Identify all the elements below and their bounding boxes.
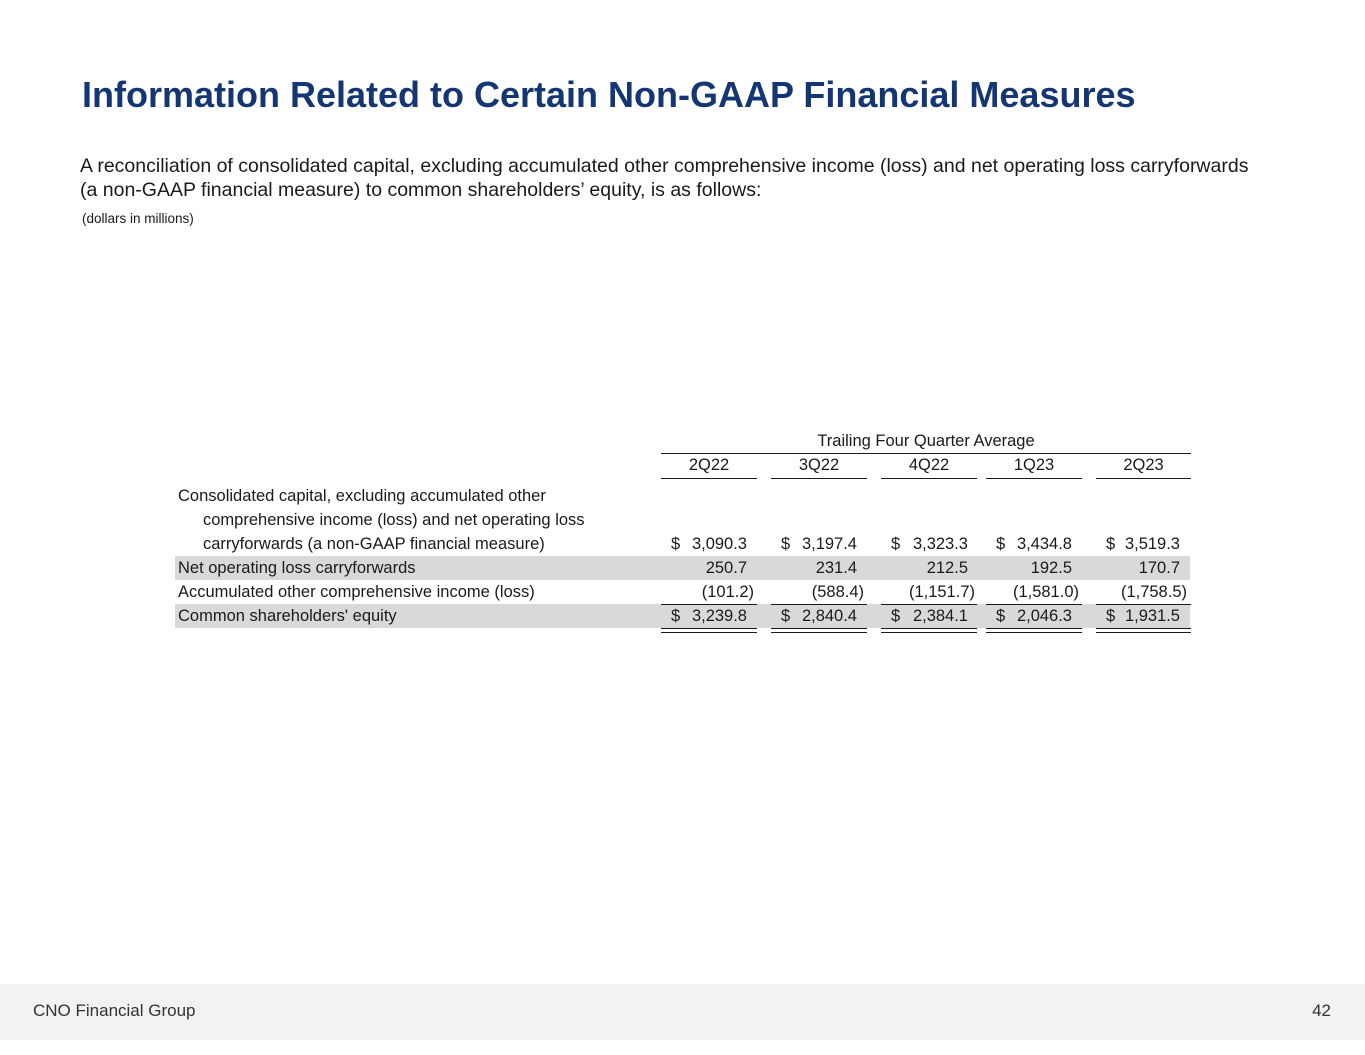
- page-title: Information Related to Certain Non-GAAP Financial Measures: [82, 74, 1136, 115]
- subtotal-rule: [771, 604, 867, 605]
- currency-symbol: $: [1106, 607, 1116, 625]
- column-header-3q22: 3Q22: [798, 456, 840, 474]
- column-rule: [661, 478, 757, 479]
- total-double-rule: [881, 628, 977, 633]
- currency-symbol: $: [891, 535, 901, 553]
- subtotal-rule: [881, 604, 977, 605]
- currency-symbol: $: [671, 607, 681, 625]
- currency-symbol: $: [996, 535, 1006, 553]
- column-header-2q22: 2Q22: [688, 456, 730, 474]
- value-aoci-2q22: (101.2): [701, 583, 754, 601]
- value-nol-3q22: 231.4: [815, 559, 857, 577]
- currency-symbol: $: [781, 535, 791, 553]
- value-consolidated-capital-2q22: 3,090.3: [691, 535, 747, 553]
- column-rule: [771, 478, 867, 479]
- row-label-consolidated-capital-line2: comprehensive income (loss) and net operating loss: [203, 511, 585, 529]
- row-label-consolidated-capital-line1: Consolidated capital, excluding accumulated other: [178, 487, 546, 505]
- row-label-nol-carryforwards: Net operating loss carryforwards: [178, 559, 416, 577]
- value-nol-2q23: 170.7: [1138, 559, 1180, 577]
- value-aoci-3q22: (588.4): [811, 583, 864, 601]
- subtotal-rule: [986, 604, 1082, 605]
- currency-symbol: $: [996, 607, 1006, 625]
- total-double-rule: [986, 628, 1082, 633]
- value-aoci-4q22: (1,151.7): [908, 583, 975, 601]
- value-aoci-1q23: (1,581.0): [1012, 583, 1079, 601]
- value-common-equity-3q22: 2,840.4: [801, 607, 857, 625]
- value-nol-4q22: 212.5: [926, 559, 968, 577]
- row-label-aoci: Accumulated other comprehensive income (loss): [178, 583, 535, 601]
- column-rule: [1096, 478, 1191, 479]
- subtotal-rule: [661, 604, 757, 605]
- value-consolidated-capital-2q23: 3,519.3: [1124, 535, 1180, 553]
- currency-symbol: $: [781, 607, 791, 625]
- total-double-rule: [661, 628, 757, 633]
- total-double-rule: [1096, 628, 1191, 633]
- column-header-1q23: 1Q23: [1013, 456, 1055, 474]
- column-rule: [986, 478, 1082, 479]
- group-header: Trailing Four Quarter Average: [817, 432, 1035, 450]
- group-header-rule: [661, 453, 1191, 454]
- column-header-4q22: 4Q22: [908, 456, 950, 474]
- value-nol-2q22: 250.7: [705, 559, 747, 577]
- value-consolidated-capital-1q23: 3,434.8: [1016, 535, 1072, 553]
- total-double-rule: [771, 628, 867, 633]
- value-consolidated-capital-3q22: 3,197.4: [801, 535, 857, 553]
- page-number: 42: [1312, 1001, 1331, 1020]
- value-nol-1q23: 192.5: [1030, 559, 1072, 577]
- column-header-2q23: 2Q23: [1123, 456, 1164, 474]
- value-consolidated-capital-4q22: 3,323.3: [912, 535, 968, 553]
- value-aoci-2q23: (1,758.5): [1120, 583, 1187, 601]
- value-common-equity-1q23: 2,046.3: [1016, 607, 1072, 625]
- currency-symbol: $: [1106, 535, 1116, 553]
- currency-symbol: $: [891, 607, 901, 625]
- value-common-equity-2q22: 3,239.8: [691, 607, 747, 625]
- value-common-equity-2q23: 1,931.5: [1124, 607, 1180, 625]
- row-label-common-equity: Common shareholders' equity: [178, 607, 397, 625]
- column-rule: [881, 478, 977, 479]
- row-label-consolidated-capital-line3: carryforwards (a non-GAAP financial measure): [203, 535, 545, 553]
- subtotal-rule: [1096, 604, 1191, 605]
- currency-symbol: $: [671, 535, 681, 553]
- value-common-equity-4q22: 2,384.1: [912, 607, 968, 625]
- footer-company-name: CNO Financial Group: [33, 1001, 196, 1020]
- intro-paragraph: A reconciliation of consolidated capital, excluding accumulated other comprehensive income (loss) and net operating loss carryforwards (a non-GAAP financial measure) to common shareholders’ equity, is as follows:: [80, 155, 1249, 201]
- units-note: (dollars in millions): [82, 211, 194, 226]
- footer-bar: [0, 984, 1365, 1040]
